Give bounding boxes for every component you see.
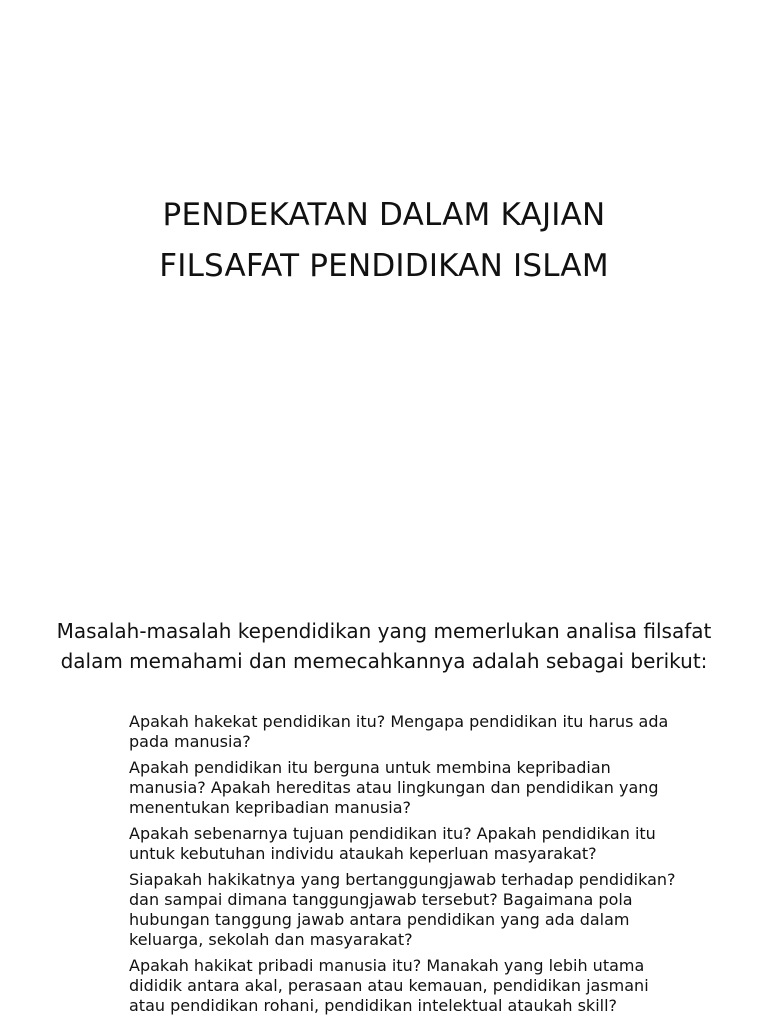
slide-problems <box>0 596 768 1024</box>
slide-intro-text: Masalah-masalah kependidikan yang memerlukan analisa filsafat dalam memahami dan memecahkannya adalah sebagai berikut: <box>56 619 712 673</box>
list-item: Apakah pendidikan itu berguna untuk membina kepribadian manusia? Apakah hereditas atau lingkungan dan pendidikan yang menentukan kepribadian manusia? <box>129 758 659 817</box>
list-item: Apakah sebenarnya tujuan pendidikan itu? Apakah pendidikan itu untuk kebutuhan individu ataukah keperluan masyarakat? <box>129 824 656 863</box>
list-item: Apakah hakekat pendidikan itu? Mengapa pendidikan itu harus ada pada manusia? <box>129 712 669 751</box>
list-item: Apakah hakikat pribadi manusia itu? Manakah yang lebih utama dididik antara akal, perasaan atau kemauan, pendidikan jasmani atau pendidikan rohani, pendidikan intelektual ataukah skill? <box>129 956 649 1015</box>
slide-title-heading: PENDEKATAN DALAM KAJIAN FILSAFAT PENDIDIKAN ISLAM <box>159 197 609 284</box>
question-list <box>129 712 729 1022</box>
list-item: Siapakah hakikatnya yang bertanggungjawab terhadap pendidikan? dan sampai dimana tanggungjawab tersebut? Bagaimana pola hubungan tanggung jawab antara pendidikan yang ada dalam keluarga, sekolah dan masyarakat? <box>129 870 676 949</box>
